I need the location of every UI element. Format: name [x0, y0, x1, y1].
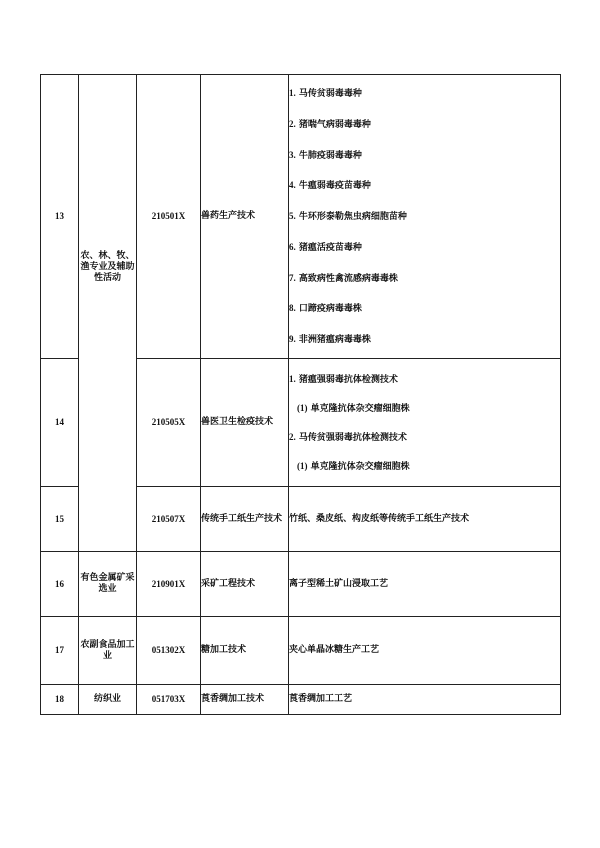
list-item: 4. 牛瘟弱毒疫苗毒种	[289, 180, 371, 192]
list-item: 8. 口蹄疫病毒毒株	[289, 303, 362, 315]
list-item: 1. 猪瘟强弱毒抗体检测技术	[289, 373, 398, 385]
table-row	[41, 685, 561, 715]
major-code: 051703X	[137, 685, 201, 715]
table-row	[41, 75, 561, 359]
row-number: 14	[41, 359, 79, 487]
major-code: 051302X	[137, 617, 201, 685]
technology-text: 莨香绸加工工艺	[289, 685, 561, 715]
industry-cell: 农、林、牧、渔专业及辅助性活动	[79, 75, 137, 552]
technology-table	[40, 74, 561, 715]
list-item: 1. 马传贫弱毒毒种	[289, 87, 362, 99]
industry-cell: 有色金属矿采选业	[79, 552, 137, 617]
list-item: 5. 牛环形泰勒焦虫病细胞苗种	[289, 211, 407, 223]
major-name: 兽医卫生检疫技术	[201, 359, 289, 487]
major-code: 210505X	[137, 359, 201, 487]
industry-cell: 纺织业	[79, 685, 137, 715]
major-code: 210901X	[137, 552, 201, 617]
technology-list	[289, 75, 561, 359]
list-item: 2. 马传贫强弱毒抗体检测技术	[289, 431, 407, 443]
technology-text: 竹纸、桑皮纸、构皮纸等传统手工纸生产技术	[289, 487, 561, 552]
major-name: 传统手工纸生产技术	[201, 487, 289, 552]
industry-cell: 农副食品加工业	[79, 617, 137, 685]
major-code: 210507X	[137, 487, 201, 552]
row-number: 18	[41, 685, 79, 715]
technology-text: 夹心单晶冰糖生产工艺	[289, 617, 561, 685]
list-item: 9. 非洲猪瘟病毒毒株	[289, 334, 371, 346]
major-name: 采矿工程技术	[201, 552, 289, 617]
technology-list	[289, 359, 561, 487]
major-name: 兽药生产技术	[201, 75, 289, 359]
list-item: 2. 猪喘气病弱毒毒种	[289, 118, 371, 130]
major-name: 糖加工技术	[201, 617, 289, 685]
list-item: 3. 牛肺疫弱毒毒种	[289, 149, 362, 161]
technology-text: 离子型稀土矿山浸取工艺	[289, 552, 561, 617]
table-row	[41, 617, 561, 685]
major-name: 莨香绸加工技术	[201, 685, 289, 715]
list-item: 6. 猪瘟活疫苗毒种	[289, 241, 362, 253]
row-number: 13	[41, 75, 79, 359]
major-code: 210501X	[137, 75, 201, 359]
list-item: (1) 单克隆抗体杂交瘤细胞株	[297, 402, 410, 414]
list-item: 7. 高致病性禽流感病毒毒株	[289, 272, 398, 284]
row-number: 16	[41, 552, 79, 617]
row-number: 17	[41, 617, 79, 685]
table-row	[41, 552, 561, 617]
row-number: 15	[41, 487, 79, 552]
list-item: (1) 单克隆抗体杂交瘤细胞株	[297, 460, 410, 472]
